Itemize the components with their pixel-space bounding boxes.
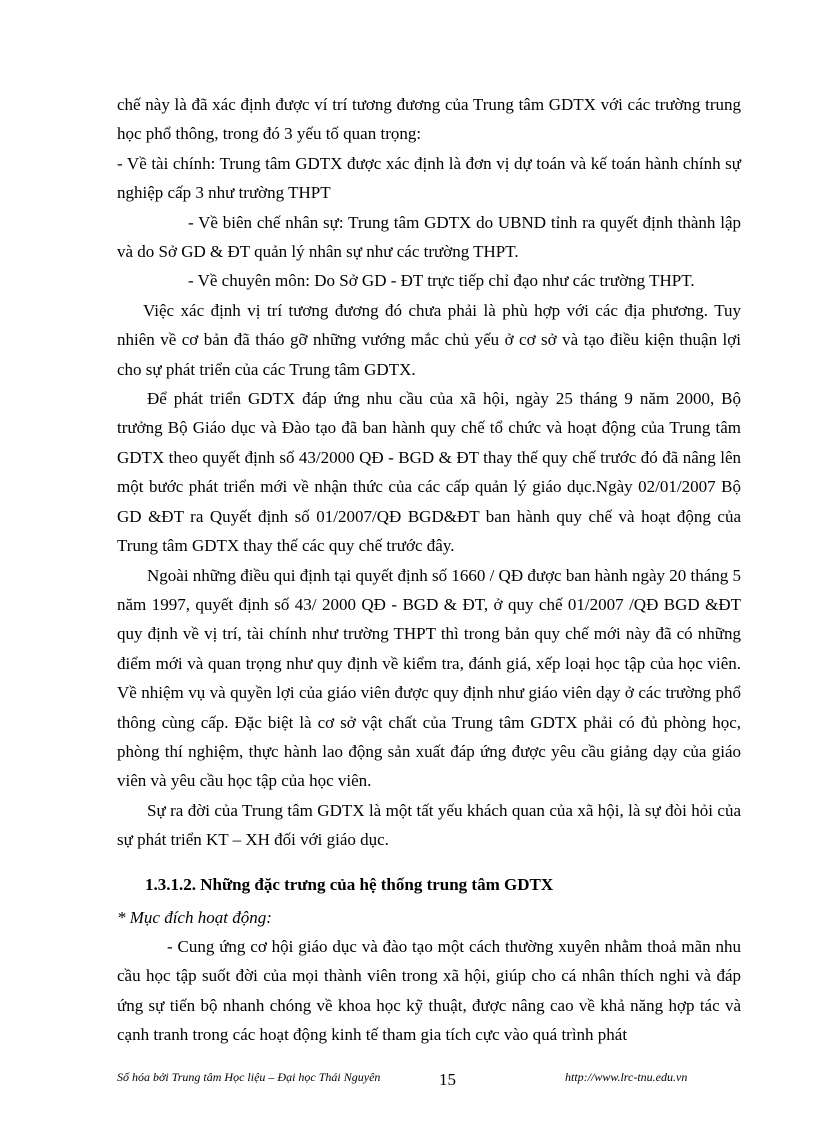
paragraph-finance: - Về tài chính: Trung tâm GDTX được xác định là đơn vị dự toán và kế toán hành chính sự nghiệp cấp 3 như trường THPT [117, 153, 741, 203]
body-text [117, 90, 741, 1050]
page-number: 15 [439, 1070, 456, 1089]
paragraph-regulation-details: Ngoài những điều qui định tại quyết định số 1660 / QĐ được ban hành ngày 20 tháng 5 năm 1997, quyết định số 43/ 2000 QĐ - BGD & ĐT, ở quy chế 01/2007 /QĐ BGD &ĐT quy định về vị trí, tài chính như trường THPT thì trong bản quy chế mới này đã có những điểm mới và quan trọng như quy định về kiểm tra, đánh giá, xếp loại học tập của học viên. Về nhiệm vụ và quyền lợi của giáo viên được quy định như giáo viên dạy ở các trường phổ thông cùng cấp. Đặc biệt là cơ sở vật chất của Trung tâm GDTX phải có đủ phòng học, phòng thí nghiệm, thực hành lao động sản xuất đáp ứng được yêu cầu giảng dạy của giáo viên và yêu cầu học tập của học viên. [117, 565, 742, 791]
paragraph-staffing: - Về biên chế nhân sự: Trung tâm GDTX do UBND tỉnh ra quyết định thành lập và do Sở GD & ĐT quản lý nhân sự như các trường THPT. [117, 212, 741, 262]
footer-url: http://www.lrc-tnu.edu.vn [565, 1070, 688, 1084]
paragraph-expertise: - Về chuyên môn: Do Sở GD - ĐT trực tiếp chỉ đạo như các trường THPT. [188, 271, 695, 291]
subheading: * Mục đích hoạt động: [117, 907, 272, 927]
footer-source: Số hóa bởi Trung tâm Học liệu – Đại học Thái Nguyên [117, 1070, 381, 1084]
paragraph-conclusion: Sự ra đời của Trung tâm GDTX là một tất yếu khách quan của xã hội, là sự đòi hỏi của sự phát triển KT – XH đối với giáo dục. [117, 800, 741, 850]
section-heading: 1.3.1.2. Những đặc trưng của hệ thống trung tâm GDTX [145, 874, 554, 894]
paragraph-continuation: chế này là đã xác định được ví trí tương đương của Trung tâm GDTX với các trường trung học phổ thông, trong đó 3 yếu tố quan trọng: [117, 95, 741, 144]
page-footer [117, 1066, 741, 1096]
paragraph-position: Việc xác định vị trí tương đương đó chưa phải là phù hợp với các địa phương. Tuy nhiên về cơ bản đã tháo gỡ những vướng mắc chủ yếu ở cơ sở và tạo điều kiện thuận lợi cho sự phát triển của các Trung tâm GDTX. [117, 300, 741, 379]
paragraph-purpose: - Cung ứng cơ hội giáo dục và đào tạo một cách thường xuyên nhằm thoả mãn nhu cầu học tập suốt đời của mọi thành viên trong xã hội, giúp cho cá nhân thích nghi và đáp ứng sự tiến bộ nhanh chóng về khoa học kỹ thuật, được nâng cao về khả năng hợp tác và cạnh tranh trong các hoạt động kinh tế tham gia tích cực vào quá trình phát [117, 936, 741, 1045]
paragraph-regulation-2000: Để phát triển GDTX đáp ứng nhu cầu của xã hội, ngày 25 tháng 9 năm 2000, Bộ trưởng Bộ Giáo dục và Đào tạo đã ban hành quy chế tổ chức và hoạt động của Trung tâm GDTX theo quyết định số 43/2000 QĐ - BGD & ĐT thay thế quy chế trước đó đã nâng lên một bước phát triển mới về nhận thức của các cấp quản lý giáo dục.Ngày 02/01/2007 Bộ GD &ĐT ra Quyết định số 01/2007/QĐ BGD&ĐT ban hành quy chế và hoạt động của Trung tâm GDTX thay thế các quy chế trước đây. [117, 389, 741, 556]
